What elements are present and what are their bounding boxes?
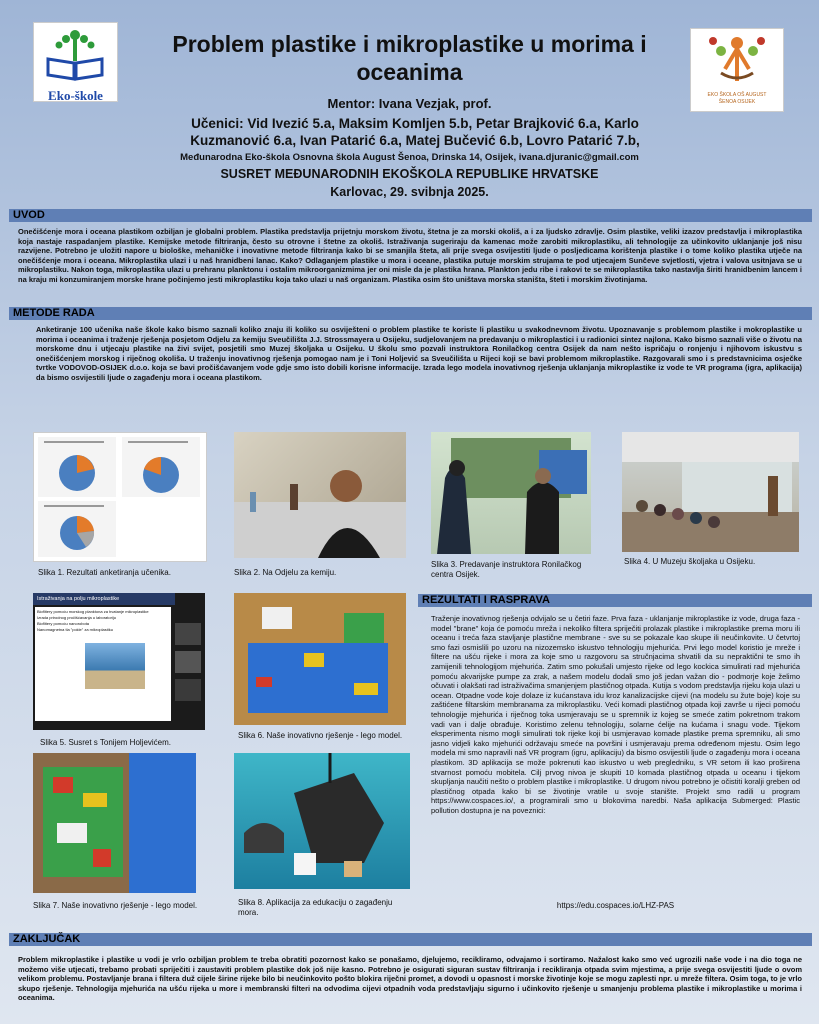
figure-1-caption: Slika 1. Rezultati anketiranja učenika.: [38, 568, 171, 577]
figure-2-caption: Slika 2. Na Odjelu za kemiju.: [234, 568, 337, 577]
school-logo-label: EKO ŠKOLA OŠ AUGUST ŠENOA OSIJEK: [707, 92, 767, 105]
slide-item: Izrada prirodnog pročišćavanja u laboratoriju: [37, 615, 116, 620]
slide-item: Bioflitery pomoću nanorobota: [37, 621, 90, 626]
date-line: Karlovac, 29. svibnja 2025.: [330, 185, 489, 199]
zakljucak-heading: ZAKLJUČAK: [9, 933, 812, 946]
chemistry-lab-photo: [234, 432, 406, 558]
figure-4-caption: Slika 4. U Muzeju školjaka u Osijeku.: [624, 557, 756, 566]
eko-skole-logo: [33, 22, 118, 102]
poster-title: Problem plastike i mikroplastike u morima i oceanima: [172, 31, 647, 85]
vr-app-screenshot: [234, 753, 410, 889]
uvod-text: Onečišćenje mora i oceana plastikom ozbiljan je globalni problem. Plastika predstavlja prijetnju morskom životu, štetna je za morski okoliš, a i za ljudsko zdravlje. Osim plastike, veliki izazov predstavlja i mikroplastika koja nastaje raspadanjem plastike. Kemijske metode filtriranja, često su otrovne i štetne za okoliš. Istraživanja sugeriraju da kamenac može zarobiti mikroplastiku, ali tehnologije za učinkovito uklanjanje još nisu razvijene. Potrebno je uložiti napore u biološke, mehaničke i inovativne metode filtriranja kako bi se smanjila šteta, ali prije svega osvijestiti ljude o posljedicama korištenja plastike i o tome koliko plastika utječe na onečišćenje mora i oceana. Mikroplastika ulazi i u naš hranidbeni lanac. Kako? Odlaganjem plastike u mora i oceane, plastika putuje morskim strujama te pod utjecajem Sunčeve svjetlosti, vjetra i valova usitnjava se u mikroplastiku. Nakon toga, mikroplastika ulazi u prehranu planktonu i ostalim mikroorganizmima jer oni misle da je plastika hrana. Plankton jedu ribe i rakovi te se mikroplastika tako nastavlja širiti hranidbenim lancem i na kraju mi konzumiranjem morske hrane počinjemo jesti mikroplastiku koja tako ulazi u naš organizam. Plastika osim što uništava morska staništa, šteti i morskim životinjama.: [18, 227, 802, 284]
survey-charts-image: [33, 432, 207, 562]
tree-book-icon: [34, 23, 117, 83]
lego-model-photo-1: [234, 593, 406, 725]
students-line: Učenici: Vid Ivezić 5.a, Maksim Komljen 5.b, Petar Brajković 6.a, Karlo Kuzmanović 6.a, Ivan Patarić 6.a, Matej Bučević 6.b, Lovro Patarić 7.b,: [190, 116, 640, 148]
uvod-heading: UVOD: [9, 209, 812, 222]
slide-item: Bioflitery pomoću morskog planktona za hvatanje mikroplastike: [37, 609, 149, 614]
slide-title: Istraživanja na polju mikroplastike: [33, 593, 175, 605]
mentor-line: Mentor: Ivana Vezjak, prof.: [327, 96, 492, 111]
figure-5-caption: Slika 5. Susret s Tonijem Holjevićem.: [40, 738, 172, 747]
zakljucak-text: Problem mikroplastike i plastike u vodi je vrlo ozbiljan problem te treba obratiti pozornost kako se ponašamo, djelujemo, recikliramo, odvajamo i sortiramo. Nažalost kako smo već ugrozili naše vode i na dio toga ne možemo više utjecati, trebamo probati spriječiti i zaustaviti problem plastike dok još nije kasno. Potrebno je osigurati siguran sustav filtriranja i recikliranja otpada svim mjestima, a prije svega osvijestiti ljude o ovom velikom problemu. Postavljanje brana i filtera duž cijele širine rijeke bilo bi neučinkovito pošto blokira riječni promet, a dovodi u opasnost i morske životinje koje se mogu zaplesti npr. u mreže filtera. Osim toga, to je vrlo skupo rješenje. Tehnologija mjehurića na ušću rijeka u more i membranski filteri na odvodima cijevi otpadnih voda predstavljaju sigurno i učinkovito rješenje u smanjenju problema plastike i mikroplastike u morima i oceanima.: [18, 955, 802, 1003]
event-line: SUSRET MEĐUNARODNIH EKOŠKOLA REPUBLIKE HRVATSKE: [220, 167, 599, 181]
metode-text: Anketiranje 100 učenika naše škole kako bismo saznali koliko znaju ili koliko su osviješteni o problem plastike te koriste li plastiku u svakodnevnom životu. Upoznavanje s problemom plastike i mokroplastike u morima i oceanima i traženje rješenja posjetom Odjelu za kemiju Sveučilišta J.J. Strossmayera u Osijeku, sudjelovanjem na predavanju o mikroplastici i u radionici sintez najlona. Kako bismo saznali više o životu na morskome dnu i utjecaju plastike na živi svijet, posjetili smo Muzej školjaka u Osijeku. U školu smo pozvali instruktora Ronilačkog centra Osijek da nam nešto ispričaju o ronjenju i njihovom iskustvu s onečišćenjem morskog i riječnog okoliša. U traženju inovativnog rješenja pomogao nam je i Toni Holjević sa Sveučilišta u Rijeci koji se bavi problemom mikroplastike. Razgovarali smo i s predstavnicima osječke tvrtke VODOVOD-OSIJEK d.o.o. koja se bavi pročišćavanjem vode gdje smo isto dobili korisne informacije. Izrada lego modela inovativnog rješenja uklanjanja mikroplastike iz vode te VR programa (igra, aplikacija) da bismo osvijestili ljude o zagađenju mora i oceana plastikom.: [36, 325, 802, 382]
metode-heading: METODE RADA: [9, 307, 812, 320]
school-line: Međunarodna Eko-škola Osnovna škola August Šenoa, Drinska 14, Osijek, ivana.djuranic@gmail.com: [180, 152, 639, 163]
holjevic-meeting-screenshot: [33, 593, 205, 730]
cospaces-link[interactable]: https://edu.cospaces.io/LHZ-PAS: [556, 901, 675, 910]
rezultati-text: Traženje inovativnog rješenja odvijalo se u četiri faze. Prva faza - uklanjanje mikroplastike iz vode, druga faza - model "brane" koja će pomoću mreža i nekoliko filtera spriječiti prolazak plastike i mikroplastike prema moru ili oceanu i treća faza stavljanje plastične membrane - sve su se pokazale kao skupe ili neučinkovite. U četvrtoj smo fazi osmislili po uzoru na nizozemsko iskustvo tehnologiju mjehurića. Prvi lego model koristio je mreže i filtere na ušću rijeke i mora za koje smo u razgovoru sa stručnjacima shvatili da su nepraktični te smo ih zamijenili tehnologijom mjehurića. Zatim smo pokušali umjesto rijeke od lego kockica simulirati rad mjehurića pomoću akvarijske pumpe za zrak, a našem modelu dodali smo još jedan važan dio - podmorje koje želimo očuvati i olakšati rad istraživačima smanjenjem plastičnog otpada. Kutija s vodom predstavlja rijeku koja ulazi u ocean. Otpadne vode koje dolaze iz kućanstava idu kroz kanalizacijske cijevi (na modelu su žute boje) koje su zaštićene filtarskim membranama za mikroplastiku. Veći komadi plastičnog otpada koji završe u rijeci pomoću tehnologije mjehurića i riječnog toka usmjeravaju se u spremnik iz kojeg se smeće zatim pokretnom trakom vadi van i dalje obrađuje. Koristimo zelenu tehnologiju, solarne ćelije na kućama i snagu vode. Tijekom eksperimenta nismo mogli simulirati tok rijeke koji bi usmjeravao komade plastike prema spremniku, ali smo jasno vidjeli kako mjehurići održavaju smeće na površini i usmjeravaju prema određenom mjestu. Osim lego modela mi smo napravili naš VR program (igru, aplikaciju) da bismo osvijestili ljude o zagađenju mora i oceana plastikom. 3D aplikacija se može pokrenuti kao iskustvo u web pregledniku, s VR setom ili kao proširena stvarnost pomoću mobitela. Cilj prvog nivoa je skupiti 10 komada plastičnog otpada u oceanu i tijekom skupljanja naučiti nešto o problem plastike i mikroplastike. U drugom nivou potrebno je očistiti koralji greben od plastičnog otpada kako bi se životinje vratile u svoje stanište. Projekt smo radili u program https://www.cospaces.io/, a programirali smo u blokovima naredbi. Naša aplikacija Submerged: Plastic pollution dostupna je na poveznici:: [431, 614, 800, 815]
lego-model-photo-2: [33, 753, 196, 893]
eco-people-icon: [691, 29, 783, 87]
rezultati-heading: REZULTATI I RASPRAVA: [418, 594, 812, 607]
eko-skole-label: Eko-škole: [48, 88, 103, 103]
shell-museum-photo: [622, 432, 799, 552]
diving-lecture-photo: [431, 432, 591, 554]
figure-7-caption: Slika 7. Naše inovativno rješenje - lego model.: [33, 901, 198, 910]
figure-3-caption: Slika 3. Predavanje instruktora Ronilačkog centra Osijek.: [431, 560, 582, 579]
figure-6-caption: Slika 6. Naše inovativno rješenje - lego model.: [238, 731, 403, 740]
figure-8-caption: Slika 8. Aplikacija za edukaciju o zagađenju mora.: [238, 898, 393, 917]
slide-item: Nanomagnetna tla "pokle" za mikroplastiku: [37, 627, 113, 632]
